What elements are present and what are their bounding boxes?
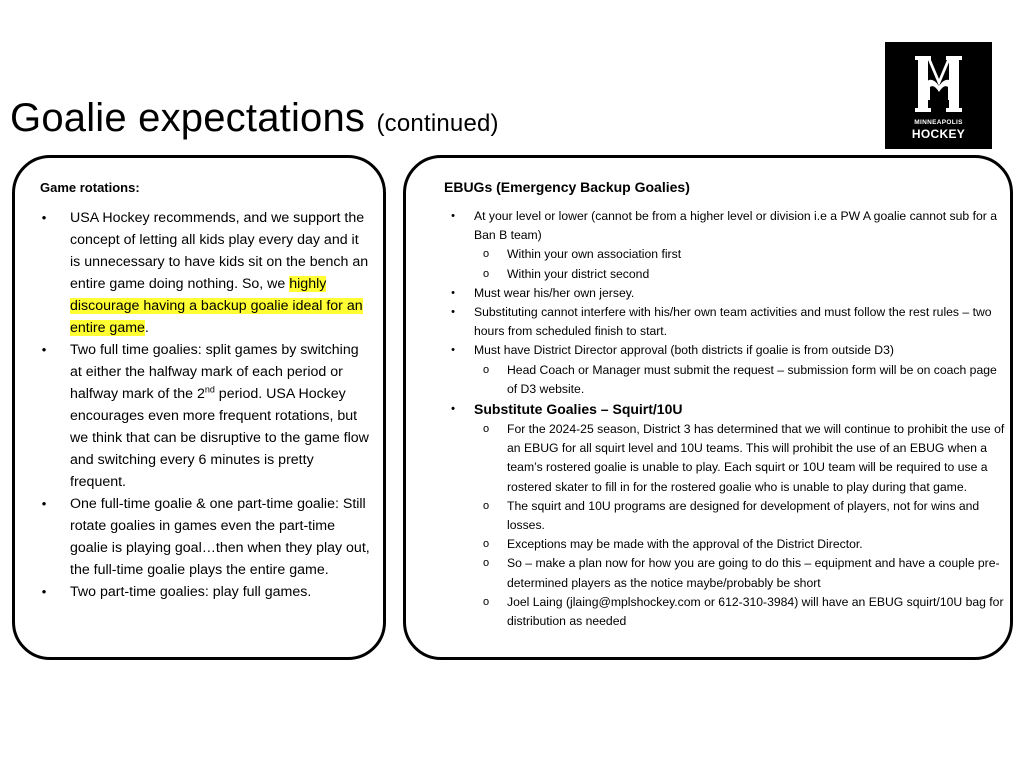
game-rotations-panel <box>12 155 386 660</box>
bullet-text-end: . <box>144 320 149 336</box>
game-rotations-heading: Game rotations: <box>40 180 140 195</box>
minneapolis-hockey-logo <box>885 42 992 149</box>
bullet-icon: • <box>41 210 47 225</box>
page-title <box>10 96 499 141</box>
bullet-icon: • <box>41 342 47 357</box>
title-subtitle: (continued) <box>376 110 499 137</box>
sub-bullet-icon: o <box>483 595 490 608</box>
list-item <box>446 207 1006 245</box>
item-text: Substituting cannot interfere with his/her own team activities and must follow the rest rules – two hours from scheduled finish to start. <box>474 305 992 339</box>
bullet-icon: • <box>451 286 455 299</box>
item-text: Within your district second <box>507 266 650 281</box>
list-item <box>37 581 372 603</box>
bullet-icon: • <box>451 210 455 222</box>
sub-list-item <box>446 554 1006 592</box>
sub-list-item <box>446 361 1006 399</box>
sub-list-item <box>446 265 1006 284</box>
bullet-icon: • <box>41 496 47 511</box>
ordinal-suffix: nd <box>204 384 215 395</box>
list-item <box>446 303 1006 341</box>
sub-list-item <box>446 497 1006 535</box>
bullet-text-end: period. USA Hockey encourages even more frequent rotations, but we think that can be disruptive to the game flow and switching every 6 minutes is pretty frequent. <box>70 386 369 490</box>
highlighted-text: highly discourage having a backup goalie ideal for an entire game <box>70 276 363 336</box>
bullet-icon: • <box>41 584 47 599</box>
title-main: Goalie expectations <box>10 96 366 140</box>
item-text: Must have District Director approval (both districts if goalie is from outside D3) <box>474 343 894 358</box>
sub-bullet-icon: o <box>483 557 490 570</box>
item-text: Exceptions may be made with the approval of the District Director. <box>507 537 863 552</box>
bullet-text: USA Hockey recommends, and we support the concept of letting all kids play every day and it is unnecessary to have kids sit on the bench an entire game doing nothing. So, we <box>70 210 369 292</box>
sub-bullet-icon: o <box>483 363 490 376</box>
item-text: At your level or lower (cannot be from a higher level or division i.e a PW A goalie cannot sub for a Ban B team) <box>474 209 997 243</box>
sub-bullet-icon: o <box>483 267 490 280</box>
sub-bullet-icon: o <box>483 423 490 436</box>
sub-list-item <box>446 535 1006 554</box>
sub-bullet-icon: o <box>483 538 490 551</box>
ebug-heading: EBUGs (Emergency Backup Goalies) <box>444 179 690 195</box>
sub-bullet-icon: o <box>483 248 490 261</box>
list-item <box>37 339 372 493</box>
item-text: Within your own association first <box>507 247 682 262</box>
item-text: Must wear his/her own jersey. <box>474 285 635 300</box>
item-text: Head Coach or Manager must submit the request – submission form will be on coach page of D3 website. <box>507 362 997 396</box>
bullet-icon: • <box>451 344 455 357</box>
logo-text-line1: MINNEAPOLIS <box>914 119 963 126</box>
sub-list-item <box>446 420 1006 497</box>
item-text: So – make a plan now for how you are going to do this – equipment and have a couple pre-determined players as the notice maybe/probably be short <box>507 556 1000 590</box>
bullet-text: Two full time goalies: split games by switching at either the halfway mark of each period or halfway mark of the 2 <box>70 342 359 402</box>
sub-list-item <box>446 245 1006 264</box>
list-item <box>37 207 372 339</box>
list-item <box>37 493 372 581</box>
list-item <box>446 341 1006 360</box>
bullet-icon: • <box>451 306 455 319</box>
bullet-text: One full-time goalie & one part-time goalie: Still rotate goalies in games even the part-time goalie is playing goal…then when they play out, the full-time goalie plays the entire game. <box>70 496 370 578</box>
sub-list-item <box>446 593 1006 631</box>
item-text: Joel Laing (jlaing@mplshockey.com or 612-310-3984) will have an EBUG squirt/10U bag for distribution as needed <box>507 594 1004 629</box>
item-text: For the 2024-25 season, District 3 has determined that we will continue to prohibit the use of an EBUG for all squirt level and 10U teams. This will prohibit the use of an EBUG when a team’s rostered goalie is unable to play. Each squirt or 10U team will be required to use a rostered skater to fill in for the rostered goalie who is unable to play during that game. <box>507 422 1005 494</box>
ebug-list <box>446 207 1006 631</box>
item-text: Substitute Goalies – Squirt/10U <box>474 401 683 418</box>
bullet-icon: • <box>451 403 455 416</box>
item-text: The squirt and 10U programs are designed for development of players, not for wins and losses. <box>507 498 980 533</box>
ebug-panel <box>403 155 1013 660</box>
list-item <box>446 284 1006 303</box>
sub-bullet-icon: o <box>483 499 490 512</box>
bullet-text: Two part-time goalies: play full games. <box>70 584 312 600</box>
logo-text-line2: HOCKEY <box>911 127 966 141</box>
game-rotations-list <box>37 207 372 603</box>
list-item <box>446 399 1006 420</box>
